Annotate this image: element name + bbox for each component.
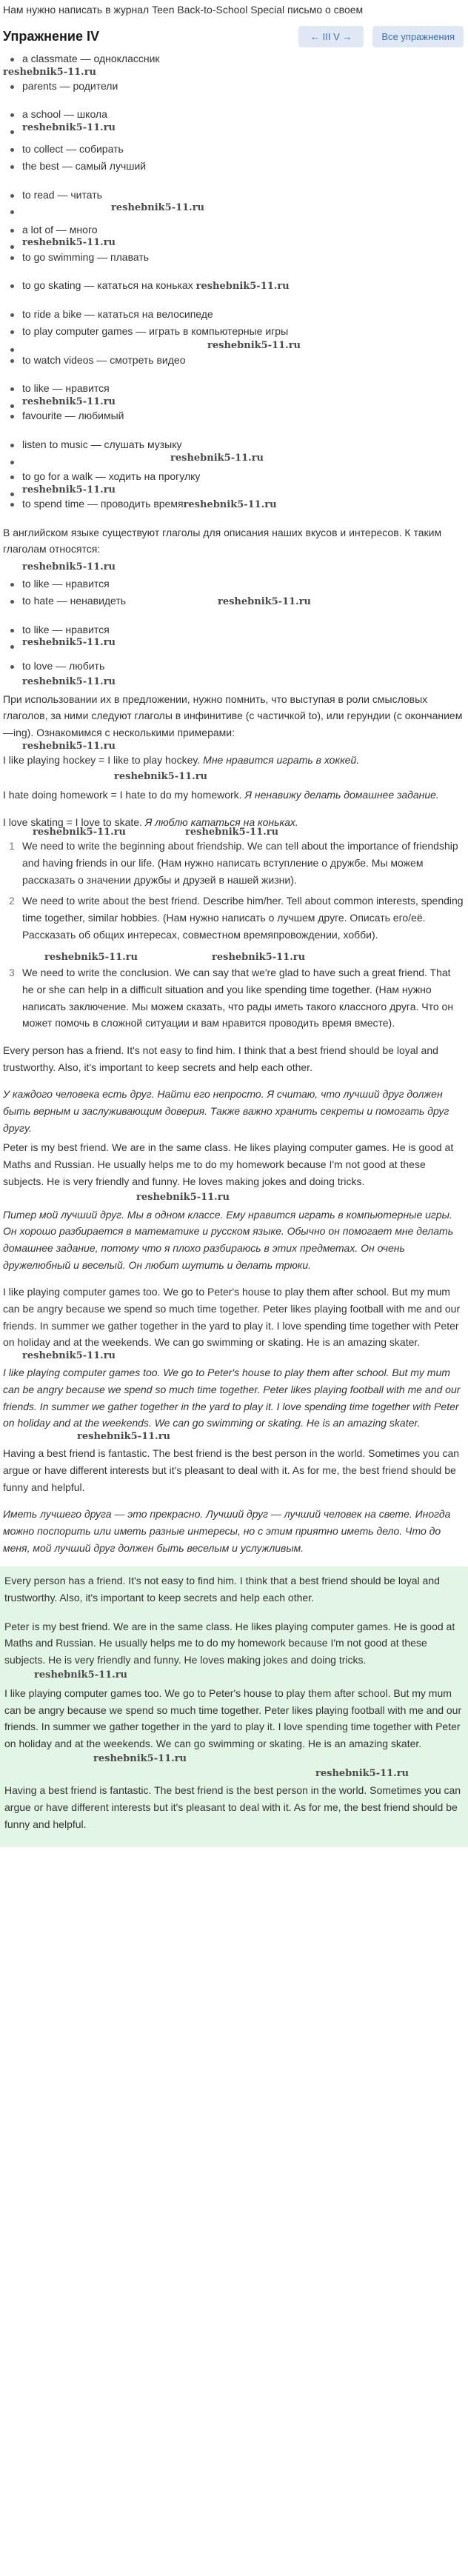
watermark: reshebnik5-11.ru xyxy=(212,951,306,963)
list-item: to go for a walk — ходить на прогулку xyxy=(22,468,464,485)
task-item: 2 We need to write about the best friend. Describe him/her. Tell about common interests, spending time together, similar hobbies. (Нам нужно написать о лучшем друге. Описать его/её. Рассказать об общих интересах, совместном времяпровождении, хобби). xyxy=(9,895,464,941)
list-item: to hate — ненавидеть reshebnik5-11.ru xyxy=(22,593,464,610)
example-en: I love skating = I love to skate. xyxy=(3,815,142,828)
page-content xyxy=(0,1,468,1847)
exercise-title: Упражнение IV xyxy=(3,28,99,44)
all-exercises-button[interactable]: Все упражнения xyxy=(372,26,464,47)
list-item: to go skating — кататься на коньках reshebnik5-11.ru xyxy=(22,277,464,294)
watermark-row xyxy=(3,827,464,838)
essay-3-ru: I like playing computer games too. We go to Peter's house to play them after school. But my mum can be angry because we spend so much time together. Peter likes playing football with me and our friends. In summer we gather together in the yard to play it. I love spending time together with Peter on holiday and at the weekends. We can go swimming or skating. He is an amazing skater. xyxy=(3,1367,461,1429)
watermark: reshebnik5-11.ru xyxy=(93,1752,187,1764)
watermark: reshebnik5-11.ru xyxy=(22,396,116,408)
watermark: reshebnik5-11.ru xyxy=(185,827,279,838)
essay-4-ru: Иметь лучшего друга — это прекрасно. Лучший друг — лучший человек на свете. Иногда можно поспорить или иметь разные интересы, но с этим приятно иметь дело. Что до меня, мой лучший друг должен быть веселым и услужливым. xyxy=(3,1508,451,1554)
example-ru: Мне нравится играть в хоккей. xyxy=(203,753,360,766)
list-item: to like — нравится xyxy=(22,380,464,397)
list-item: to play computer games — играть в компьютерные игры xyxy=(22,323,464,340)
example-1 xyxy=(3,752,464,769)
watermark: reshebnik5-11.ru xyxy=(183,498,277,510)
list-item: listen to music — слушать музыку xyxy=(22,436,464,453)
prev-next-button[interactable]: ← III V → xyxy=(298,26,364,47)
essay-1-en: Every person has a friend. It's not easy to find him. I think that a best friend should be loyal and trustworthy. Also, it's important to keep secrets and help each other. xyxy=(3,1044,438,1073)
example-ru: Я люблю кататься на коньках. xyxy=(144,815,298,828)
essay-1-ru: У каждого человека есть друг. Найти его непросто. Я считаю, что лучший друг должен быть верным и заслуживающим доверия. Также важно хранить секреты и помогать друг другу. xyxy=(3,1088,449,1134)
intro-text: Нам нужно написать в журнал Teen Back-to-School Special письмо о своем xyxy=(3,4,364,16)
task-item: 1 We need to write the beginning about friendship. We can tell about the importance of friendship and having friends in our life. (Нам нужно написать вступление о дружбе. Мы можем рассказать о значении дружбы и друзей в нашей жизни). xyxy=(9,840,458,886)
watermark: reshebnik5-11.ru xyxy=(195,281,290,293)
watermark: reshebnik5-11.ru xyxy=(170,452,264,464)
example-ru: Я ненавижу делать домашнее задание. xyxy=(244,788,439,801)
answer-paragraph: Peter is my best friend. We are in the same class. He likes playing computer games. He is good at Maths and Russian. He usually helps me to do my homework because I'm not good at these subjects. He is very friendly and funny. He loves making jokes and doing tricks. xyxy=(4,1620,455,1666)
watermark: reshebnik5-11.ru xyxy=(34,1669,128,1681)
watermark: reshebnik5-11.ru xyxy=(136,1192,230,1204)
watermark: reshebnik5-11.ru xyxy=(217,595,311,607)
watermark: reshebnik5-11.ru xyxy=(22,237,116,249)
list-item: to like — нравится xyxy=(22,621,464,638)
watermark: reshebnik5-11.ru xyxy=(22,1349,116,1361)
example-en: I hate doing homework = I hate to do my homework. xyxy=(3,788,242,801)
watermark: reshebnik5-11.ru xyxy=(44,951,138,963)
list-item: a lot of — много xyxy=(22,221,464,238)
exercise-nav xyxy=(298,26,464,47)
essay-2-en: Peter is my best friend. We are in the same class. He likes playing computer games. He is good at Maths and Russian. He usually helps me to do my homework because I'm not good at these subjects. He is very friendly and funny. He loves making jokes and doing tricks. xyxy=(3,1141,454,1187)
watermark: reshebnik5-11.ru xyxy=(22,484,116,495)
list-item: parents — родители xyxy=(22,78,464,95)
watermark: reshebnik5-11.ru xyxy=(22,561,116,573)
final-answer-box xyxy=(0,1566,468,1847)
tasks-list xyxy=(3,838,464,1031)
exercise-header xyxy=(3,26,464,47)
list-item: the best — самый лучший xyxy=(22,158,464,175)
watermark: reshebnik5-11.ru xyxy=(22,676,116,688)
list-item: to like — нравится xyxy=(22,575,464,593)
task-item: 3 We need to write the conclusion. We can say that we're glad to have such a great friend. That he or she can help in a difficult situation and you like spending time together. (Нам нужно написать заключение. Мы можем сказать, что рады иметь такого классного друга. Что он может помочь в сложной ситуации и вам нравится проводить время вместе). xyxy=(9,967,454,1030)
vocab-list xyxy=(3,50,464,513)
watermark: reshebnik5-11.ru xyxy=(111,202,205,214)
essay-2-ru: Питер мой лучший друг. Мы в одном классе. Ему нравится играть в компьютерные игры. Он хорошо разбирается в математике и русском языке. Обычно он помогает мне делать домашнее задание, потому что я плохо разбираюсь в этих предметах. Он очень дружелюбный и веселый. Он любит шутить и делать трюки. xyxy=(3,1208,454,1271)
watermark: reshebnik5-11.ru xyxy=(3,66,97,78)
essay-3-en: I like playing computer games too. We go to Peter's house to play them after school. But my mum can be angry because we spend so much time together. Peter likes playing football with me and our friends. In summer we gather together in the yard to play it. I love spending time together with Peter on holiday and at the weekends. We can go swimming or skating. He is an amazing skater. xyxy=(3,1286,461,1349)
verbs-list xyxy=(3,575,464,674)
answer-paragraph: Every person has a friend. It's not easy to find him. I think that a best friend should be loyal and trustworthy. Also, it's important to keep secrets and help each other. xyxy=(4,1575,440,1604)
list-item: to read — читать xyxy=(22,187,464,204)
watermark: reshebnik5-11.ru xyxy=(22,122,116,134)
watermark: reshebnik5-11.ru xyxy=(22,637,116,649)
essay-4-en: Having a best friend is fantastic. The best friend is the best person in the world. Sometimes you can argue or have different interests but it's pleasant to deal with it. As for me, the best friend should be funny and helpful. xyxy=(3,1447,460,1493)
example-en: I like playing hockey = I like to play hockey. xyxy=(3,753,201,766)
watermark: reshebnik5-11.ru xyxy=(315,1767,410,1779)
list-item: to love — любить xyxy=(22,658,464,675)
answer-paragraph: Having a best friend is fantastic. The best friend is the best person in the world. Sometimes you can argue or have different interests but it's pleasant to deal with it. As for me, the best friend should be funny and helpful. xyxy=(4,1784,461,1830)
list-item: favourite — любимый xyxy=(22,407,464,424)
watermark: reshebnik5-11.ru xyxy=(114,770,208,782)
answer-paragraph: I like playing computer games too. We go to Peter's house to play them after school. But my mum can be angry because we spend so much time together. Peter likes playing football with me and our friends. In summer we gather together in the yard to play it. I love spending time together with Peter on holiday and at the weekends. We can go swimming or skating. He is an amazing skater. xyxy=(4,1686,462,1749)
verbs-paragraph: В английском языке существуют глаголы для описания наших вкусов и интересов. К таким глаголам относятся: xyxy=(3,526,442,555)
watermark: reshebnik5-11.ru xyxy=(22,740,116,752)
rule-paragraph: При использовании их в предложении, нужно помнить, что выступая в роли смысловых глаголов, за ними следуют глаголы в инфинитиве (с частичкой to), или герундии (с окончанием —ing). Ознакомимся с несколькими примерами: xyxy=(3,693,463,738)
list-item: to spend time — проводить времяreshebnik5-11.ru xyxy=(22,495,464,513)
watermark: reshebnik5-11.ru xyxy=(77,1430,171,1442)
watermark: reshebnik5-11.ru xyxy=(33,827,127,838)
list-item: a school — школа xyxy=(22,106,464,123)
list-item: to ride a bike — кататься на велосипеде xyxy=(22,306,464,323)
list-item: to collect — собирать xyxy=(22,141,464,158)
list-item: a classmate — одноклассник xyxy=(22,50,464,67)
list-item: to watch videos — смотреть видео xyxy=(22,352,464,369)
list-item: to go swimming — плавать xyxy=(22,249,464,266)
watermark: reshebnik5-11.ru xyxy=(207,340,301,352)
example-2 xyxy=(3,787,464,804)
